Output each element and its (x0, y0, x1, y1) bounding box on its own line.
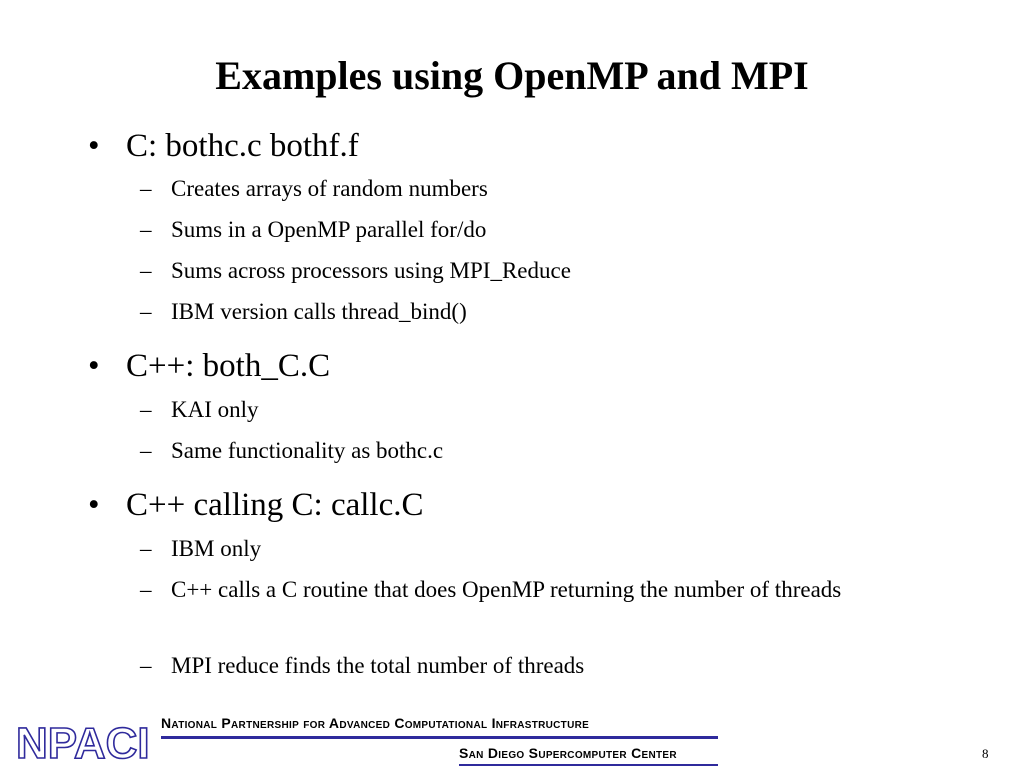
sub-bullet-text: MPI reduce finds the total number of threads (171, 653, 585, 678)
org-name: National Partnership for Advanced Computational Infrastructure (161, 715, 590, 731)
sub-bullet-text: C++ calls a C routine that does OpenMP returning the number of threads (171, 577, 842, 602)
center-name: San Diego Supercomputer Center (459, 745, 677, 761)
sub-bullet-text: Sums in a OpenMP parallel for/do (171, 217, 487, 242)
bullet-mark: • (88, 348, 100, 384)
sub-bullet-mark: – (140, 653, 152, 678)
center-underline (459, 764, 718, 766)
sub-bullet-text: Same functionality as bothc.c (171, 438, 444, 463)
sub-bullet-mark: – (140, 176, 152, 201)
sub-bullet-text: IBM only (171, 536, 262, 561)
bullet-text: C: bothc.c bothf.f (126, 128, 359, 164)
sub-bullet-text: Creates arrays of random numbers (171, 176, 488, 201)
sub-bullet-mark: – (140, 438, 152, 463)
bullet-text: C++ calling C: callc.C (126, 487, 424, 523)
slide-title: Examples using OpenMP and MPI (215, 53, 809, 98)
sub-bullet-text: IBM version calls thread_bind() (171, 299, 467, 324)
sub-bullet-mark: – (140, 577, 152, 602)
bullet-mark: • (88, 487, 100, 523)
sub-bullet-text: KAI only (171, 397, 259, 422)
sub-bullet-text: Sums across processors using MPI_Reduce (171, 258, 571, 283)
sub-bullet-mark: – (140, 536, 152, 561)
sub-bullet-mark: – (140, 397, 152, 422)
sub-bullet-mark: – (140, 299, 152, 324)
page-number: 8 (982, 746, 989, 761)
bullet-mark: • (88, 128, 100, 164)
bullet-text: C++: both_C.C (126, 348, 331, 384)
sub-bullet-mark: – (140, 258, 152, 283)
npaci-logo-text: NPACI (16, 719, 150, 764)
npaci-logo (14, 710, 162, 764)
sub-bullet-mark: – (140, 217, 152, 242)
footer-divider (161, 736, 718, 739)
